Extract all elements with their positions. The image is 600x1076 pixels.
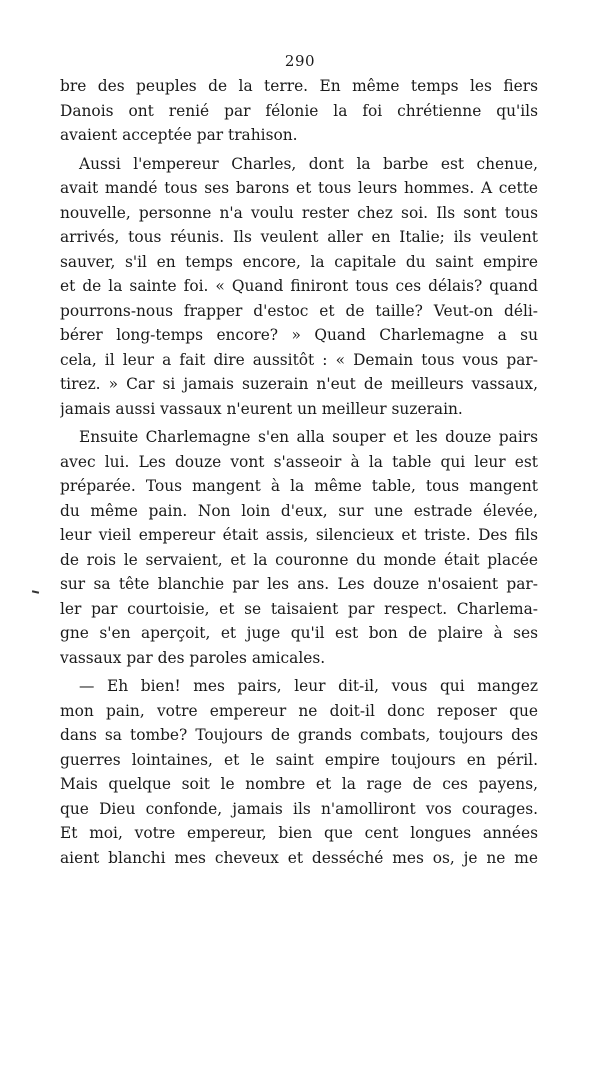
margin-mark <box>32 590 39 593</box>
text-line: — Eh bien! mes pairs, leur dit-il, vous qui mangez <box>79 677 538 695</box>
text-line: sur sa tête blanchie par les ans. Les douze n'osaient par- <box>60 575 538 593</box>
text-line: Mais quelque soit le nombre et la rage de ces payens, <box>60 775 538 793</box>
text-line: vassaux par des paroles amicales. <box>60 648 326 667</box>
text-line: préparée. Tous mangent à la même table, tous mangent <box>60 477 538 495</box>
text-line: Aussi l'empereur Charles, dont la barbe est chenue, <box>79 154 538 173</box>
text-line: arrivés, tous réunis. Ils veulent aller en Italie; ils veulent <box>60 228 538 246</box>
text-line: de rois le servaient, et la couronne du monde était placée <box>60 550 538 569</box>
text-line: jamais aussi vassaux n'eurent un meilleur suzerain. <box>60 399 463 418</box>
text-line: guerres lointaines, et le saint empire toujours en péril. <box>60 750 538 769</box>
text-line: que Dieu confonde, jamais ils n'amolliront vos courages. <box>60 799 538 818</box>
text-line: du même pain. Non loin d'eux, sur une estrade élevée, <box>60 501 538 520</box>
paragraph <box>60 674 538 870</box>
text-line: nouvelle, personne n'a voulu rester chez soi. Ils sont tous <box>60 203 538 222</box>
text-line: tirez. » Car si jamais suzerain n'eut de meilleurs vassaux, <box>60 375 538 393</box>
text-line: sauver, s'il en temps encore, la capitale du saint empire <box>60 252 538 271</box>
text-line: bérer long-temps encore? » Quand Charlemagne a su <box>60 326 538 344</box>
text-line: bre des peuples de la terre. En même temps les fiers <box>60 77 538 95</box>
paragraph <box>60 74 538 148</box>
text-line: mon pain, votre empereur ne doit-il donc reposer que <box>60 701 538 720</box>
paragraph <box>60 152 538 422</box>
text-line: pourrons-nous frapper d'estoc et de taille? Veut-on déli- <box>60 301 538 320</box>
text-line: aient blanchi mes cheveux et desséché mes os, je ne me <box>60 848 538 867</box>
text-line: ler par courtoisie, et se taisaient par respect. Charlema- <box>60 599 538 618</box>
text-line: avait mandé tous ses barons et tous leurs hommes. A cette <box>60 179 538 197</box>
text-line: avec lui. Les douze vont s'asseoir à la table qui leur est <box>60 452 538 471</box>
text-line: leur vieil empereur était assis, silencieux et triste. Des fils <box>60 526 538 544</box>
text-line: gne s'en aperçoit, et juge qu'il est bon de plaire à ses <box>60 624 538 642</box>
text-line: avaient acceptée par trahison. <box>60 126 298 144</box>
text-line: Et moi, votre empereur, bien que cent longues années <box>60 824 538 842</box>
text-line: Ensuite Charlemagne s'en alla souper et les douze pairs <box>79 428 538 446</box>
text-line: dans sa tombe? Toujours de grands combats, toujours des <box>60 726 538 744</box>
text-line: et de la sainte foi. « Quand finiront tous ces délais? quand <box>60 277 538 295</box>
paragraph <box>60 425 538 670</box>
page-number: 290 <box>284 52 316 70</box>
text-line: Danois ont renié par félonie la foi chrétienne qu'ils <box>60 101 538 120</box>
body-text <box>60 74 538 870</box>
text-line: cela, il leur a fait dire aussitôt : « Demain tous vous par- <box>60 350 538 369</box>
